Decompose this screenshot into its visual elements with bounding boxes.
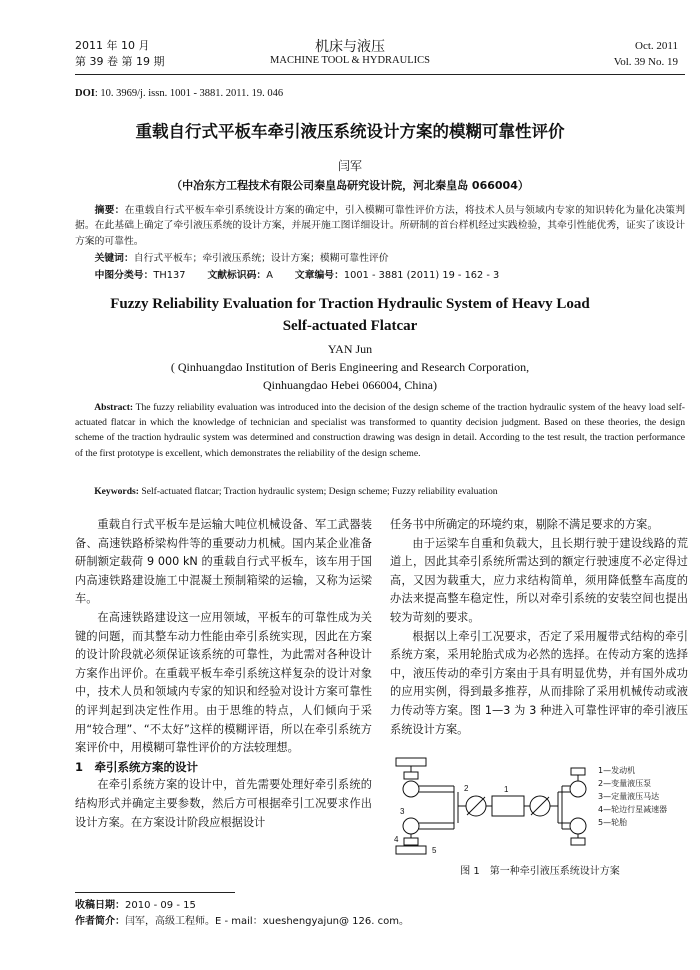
abstract-en-label: Abstract: — [94, 402, 134, 413]
legend-item: 4—轮边行星减速器 — [598, 805, 668, 814]
motor-symbol — [403, 781, 419, 797]
doc-code-label: 文献标识码： — [207, 270, 267, 281]
affiliation-en-line-2: Qinhuangdao Hebei 066004, China) — [263, 378, 437, 392]
header-volume-cn: 第 39 卷 第 19 期 — [75, 55, 165, 68]
legend-item: 1—发动机 — [598, 766, 636, 775]
author-cn: 闫军 — [337, 159, 362, 173]
figure-1-diagram — [392, 756, 592, 856]
affiliation-en-line-1: ( Qinhuangdao Institution of Beris Engineering and Research Corporation, — [170, 360, 530, 374]
reducer-symbol — [404, 772, 418, 779]
fig-label-5: 5 — [432, 846, 437, 855]
doi-label: DOI — [75, 88, 95, 99]
doi-line: DOI: 10. 3969/j. issn. 1001 - 3881. 2011. 19. 046 — [75, 88, 284, 99]
keywords-en — [75, 484, 685, 499]
legend-item: 5—轮胎 — [598, 818, 628, 827]
fig-label-3: 3 — [400, 807, 405, 816]
body-paragraph: 根据以上牵引工况要求，否定了采用履带式结构的牵引系统方案，采用轮胎式成为必然的选择。在传动方案的选择中，液压传动的牵引方案由于具有明显优势，并有国外成功的应用实例，得到最多推荐，从而排除了采用机械传动或液力传动等方案。图 1—3 为 3 种进入可靠性评审的牵引液压系统设计方案。 — [390, 629, 688, 736]
abstract-cn-label: 摘要： — [94, 205, 125, 216]
received-date-line — [75, 898, 409, 914]
tire-symbol — [396, 758, 426, 766]
clc-value: TH137 — [153, 270, 186, 281]
header-rule — [75, 74, 685, 75]
classification-line — [75, 268, 685, 283]
legend-item: 3—定量液压马达 — [598, 792, 660, 801]
doc-code-value: A — [266, 270, 273, 281]
reducer-symbol — [404, 838, 418, 845]
motor-symbol — [570, 818, 586, 834]
fig-label-2: 2 — [464, 784, 469, 793]
body-paragraph: 由于运梁车自重和负载大，且长期行驶于建设线路的荒道上，因此其牵引系统所需达到的额定行驶速度不必定得过高，又因为载重大，应力求结构简单，须用降低整车高度的办法来提高整车稳定性，所以对牵引系统的安装空间也提出较为苛刻的要求。 — [390, 536, 688, 624]
right-column — [390, 516, 688, 739]
author-en: YAN Jun — [327, 342, 373, 356]
engine-symbol — [492, 796, 524, 816]
tire-symbol — [396, 846, 426, 854]
legend-item: 2—变量液压泵 — [598, 779, 652, 788]
reducer-symbol — [571, 768, 585, 775]
abstract-cn-text: 在重载自行式平板车牵引系统设计方案的确定中，引入模糊可靠性评价方法，将技术人员与领域内专家的知识转化为量化决策判据。在此基础上确定了牵引液压系统的设计方案，并展开施工图详细设计。所研制的首台样机经过实践检验，其牵引性能优秀，证实了该设计方案的可靠性。 — [75, 205, 686, 247]
affiliation-cn: （中冶东方工程技术有限公司秦皇岛研究设计院，河北秦皇岛 066004） — [171, 179, 529, 192]
title-en-line-2: Self-actuated Flatcar — [282, 318, 418, 334]
fig-label-4: 4 — [394, 835, 399, 844]
title-cn: 重载自行式平板车牵引液压系统设计方案的模糊可靠性评价 — [135, 122, 565, 141]
body-paragraph: 在牵引系统方案的设计中，首先需要处理好牵引系统的结构形式并确定主要参数，然后方可根据牵引工况要求作出设计方案。在方案设计阶段应根据设计 — [75, 778, 372, 829]
header-date-en: Oct. 2011 — [635, 40, 678, 52]
left-column — [75, 516, 372, 832]
variable-arrow — [531, 797, 549, 815]
variable-arrow — [467, 797, 485, 815]
fig-label-1: 1 — [504, 785, 509, 794]
author-bio: 闫军，高级工程师。E - mail：xueshengyajun@ 126. com。 — [125, 916, 409, 927]
received-date: 2010 - 09 - 15 — [125, 900, 196, 911]
clc-label: 中图分类号： — [94, 270, 154, 281]
figure-1-caption: 图 1 第一种牵引液压系统设计方案 — [460, 866, 620, 877]
journal-title-cn: 机床与液压 — [315, 39, 385, 55]
doi-value: 10. 3969/j. issn. 1001 - 3881. 2011. 19. 046 — [100, 88, 284, 99]
article-no-label: 文章编号： — [294, 270, 344, 281]
abstract-cn — [75, 203, 685, 249]
hydraulic-schematic — [392, 756, 592, 856]
abstract-en — [75, 400, 685, 461]
abstract-en-text: The fuzzy reliability evaluation was introduced into the decision of the design scheme of the traction hydraulic system of the heavy load self-actuated flatcar in which the knowledge of technician and specialist was transformed to quantity decision judgment. Based on these theories, the design scheme of the traction hydraulic system was determined and construction drawing was design in detail. According to the test result, the traction performance of the first prototype is excellent, which demonstrates the reliability of the design scheme. — [75, 402, 685, 459]
body-paragraph: 在高速铁路建设这一应用领域，平板车的可靠性成为关键的问题，而其整车动力性能由牵引系统实现，因此在方案的设计阶段就必须保证该系统的可靠性，为此需对各种设计方案作出评价。在重载平板车牵引系统这样复杂的设计对象中，技术人员和领域内专家的知识和经验对设计方案可靠性的评判起到决定性作用。由于思维的特点，人们倾向于采用“较合理”、“不太好”这样的模糊评语，所以在牵引系统方案评价中，用模糊可靠性评价的方法较理想。 — [75, 610, 372, 755]
keywords-cn-text: 自行式平板车；牵引液压系统；设计方案；模糊可靠性评价 — [133, 253, 389, 264]
author-bio-line — [75, 914, 409, 930]
section-heading-1: 1 牵引系统方案的设计 — [75, 759, 199, 774]
header-date-cn: 2011 年 10 月 — [75, 39, 150, 52]
footnote — [75, 898, 409, 930]
keywords-en-text: Self-actuated flatcar; Traction hydraulic system; Design scheme; Fuzzy reliability evaluation — [141, 486, 498, 497]
reducer-symbol — [571, 838, 585, 845]
motor-symbol — [403, 818, 419, 834]
author-bio-label: 作者简介： — [75, 916, 125, 927]
title-en-line-1: Fuzzy Reliability Evaluation for Traction Hydraulic System of Heavy Load — [110, 296, 590, 312]
keywords-en-label: Keywords: — [94, 486, 139, 497]
received-label: 收稿日期： — [75, 900, 125, 911]
keywords-cn — [75, 251, 685, 266]
keywords-cn-label: 关键词： — [94, 253, 134, 264]
article-no-value: 1001 - 3881 (2011) 19 - 162 - 3 — [343, 270, 500, 281]
journal-title-en: MACHINE TOOL & HYDRAULICS — [270, 55, 430, 66]
figure-1-legend — [598, 764, 667, 829]
motor-symbol — [570, 781, 586, 797]
body-paragraph: 任务书中所确定的环境约束，剔除不满足要求的方案。 — [390, 518, 659, 531]
body-paragraph: 重载自行式平板车是运输大吨位机械设备、军工武器装备、高速铁路桥梁构件等的重要动力机械。国内某企业准备研制额定载荷 9 000 kN 的重载自行式平板车，该车用于国内高速铁路建设施工中混凝土预制箱梁的运输，又称为运梁车。 — [75, 518, 372, 606]
header-volume-en: Vol. 39 No. 19 — [613, 56, 678, 68]
footnote-rule — [75, 892, 235, 893]
